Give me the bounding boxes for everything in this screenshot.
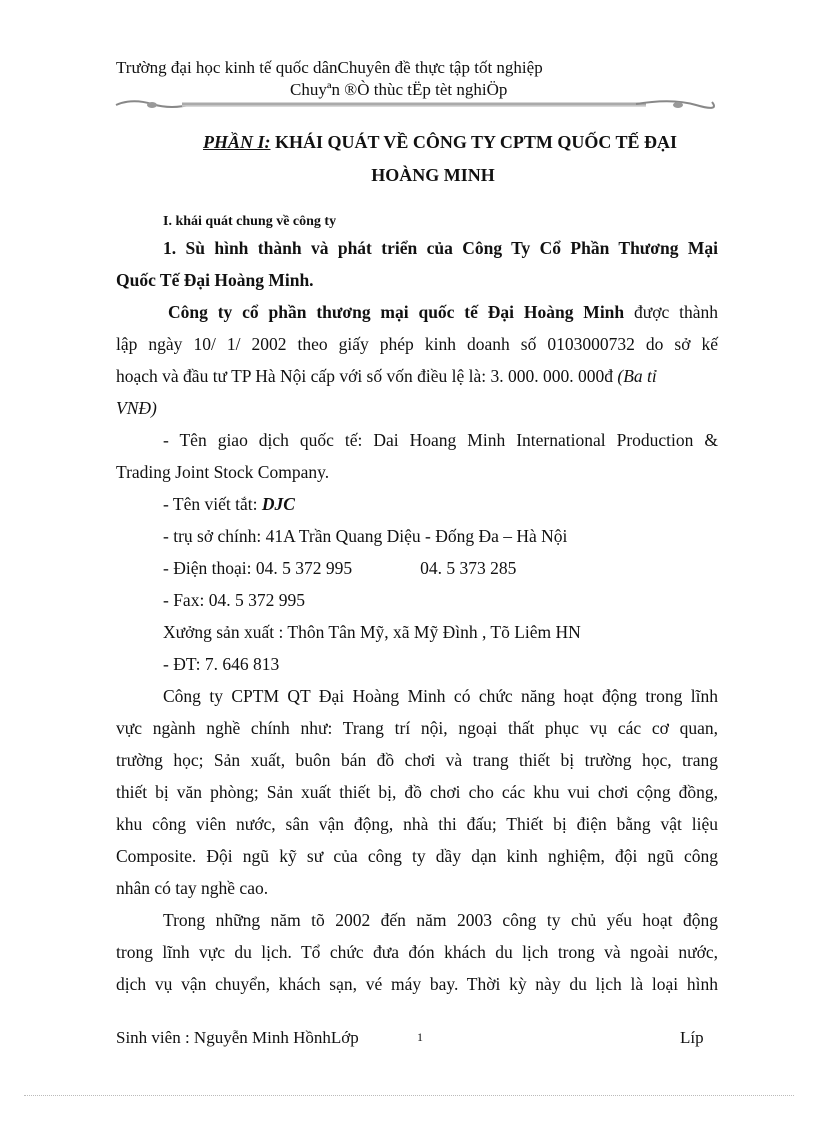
page-number: 1 [417, 1030, 423, 1044]
chapter-title [0, 132, 816, 153]
workshop-phone-line: - ĐT: 7. 646 813 [163, 654, 280, 674]
footer-class-label: Líp [680, 1028, 704, 1047]
subheading-line2: Quốc Tế Đại Hoàng Minh. [116, 270, 314, 290]
paragraph-2-line6: Composite. Đội ngũ kỹ sư của công ty dầy dạn kinh nghiệm, đội ngũ công [116, 846, 718, 866]
paragraph-3-line3: dịch vụ vận chuyển, khách sạn, vé máy bay. Thời kỳ này du lịch là loại hình [116, 974, 718, 994]
workshop-line: Xưởng sản xuất : Thôn Tân Mỹ, xã Mỹ Đình , Tõ Liêm HN [163, 622, 581, 642]
header-ornament-divider [112, 96, 716, 112]
paragraph-3-line2: trong lĩnh vực du lịch. Tổ chức đưa đón khách du lịch trong và ngoài nước, [116, 942, 718, 962]
capital-words: (Ba tỉ [617, 366, 657, 386]
header-topic: Chuyªn ®Ò thùc tËp tèt nghiÖp [290, 80, 508, 99]
trade-name-line2: Trading Joint Stock Company. [116, 462, 330, 482]
headquarters-line: - trụ sở chính: 41A Trần Quang Diệu - Đống Đa – Hà Nội [163, 526, 568, 546]
company-name: Công ty cổ phần thương mại quốc tế Đại Hoàng Minh [168, 302, 625, 322]
paragraph-1-line3-text: hoạch và đầu tư TP Hà Nội cấp với số vốn điều lệ là: 3. 000. 000. 000đ [116, 366, 613, 386]
paragraph-2-line4: thiết bị văn phòng; Sản xuất thiết bị, đồ chơi cho các khu vui chơi cộng đồng, [116, 782, 718, 802]
abbreviation-value: DJC [261, 494, 295, 514]
footer-student: Sinh viên : Nguyễn Minh HồnhLớp [116, 1028, 359, 1047]
abbreviation-line [163, 494, 718, 515]
trade-name-line1: - Tên giao dịch quốc tế: Dai Hoang Minh International Production & [163, 430, 718, 450]
paragraph-1-text: được thành [624, 302, 719, 322]
subheading-line1: 1. Sù hình thành và phát triển của Công Ty Cổ Phần Thương Mại [163, 238, 718, 258]
chapter-title-rest: KHÁI QUÁT VỀ CÔNG TY CPTM QUỐC TẾ ĐẠI [270, 132, 678, 152]
fax-line: - Fax: 04. 5 372 995 [163, 590, 305, 610]
paragraph-1-line2: lập ngày 10/ 1/ 2002 theo giấy phép kinh doanh số 0103000732 do sở kế [116, 334, 718, 354]
paragraph-3-line1: Trong những năm tõ 2002 đến năm 2003 công ty chủ yếu hoạt động [163, 910, 718, 930]
paragraph-1-line3 [116, 366, 718, 387]
phone-1: - Điện thoại: 04. 5 372 995 [163, 558, 353, 578]
phone-2: 04. 5 373 285 [420, 558, 517, 578]
paragraph-2-line7: nhân có tay nghề cao. [116, 878, 269, 898]
abbreviation-label: - Tên viết tắt: [163, 494, 262, 514]
paragraph-1-line1 [168, 302, 718, 323]
paragraph-2-line2: vực ngành nghề chính như: Trang trí nội, ngoại thất phục vụ các cơ quan, [116, 718, 718, 738]
paragraph-2-line5: khu công viên nước, sân vận động, nhà thi đấu; Thiết bị điện bằng vật liệu [116, 814, 718, 834]
section-heading: I. khái quát chung về công ty [163, 214, 337, 229]
paragraph-2-line1: Công ty CPTM QT Đại Hoàng Minh có chức năng hoạt động trong lĩnh [163, 686, 718, 706]
paragraph-1-line4: VNĐ) [116, 398, 157, 418]
header-university: Trường đại học kinh tế quốc dânChuyên đề thực tập tốt nghiệp [116, 58, 543, 77]
chapter-title-line2: HOÀNG MINH [371, 165, 495, 185]
chapter-part-label: PHẦN I: [202, 132, 271, 152]
paragraph-2-line3: trường học; Sản xuất, buôn bán đồ chơi và trang thiết bị trường học, trang [116, 750, 718, 770]
page-bottom-divider [24, 1095, 794, 1096]
phone-line [163, 558, 718, 579]
